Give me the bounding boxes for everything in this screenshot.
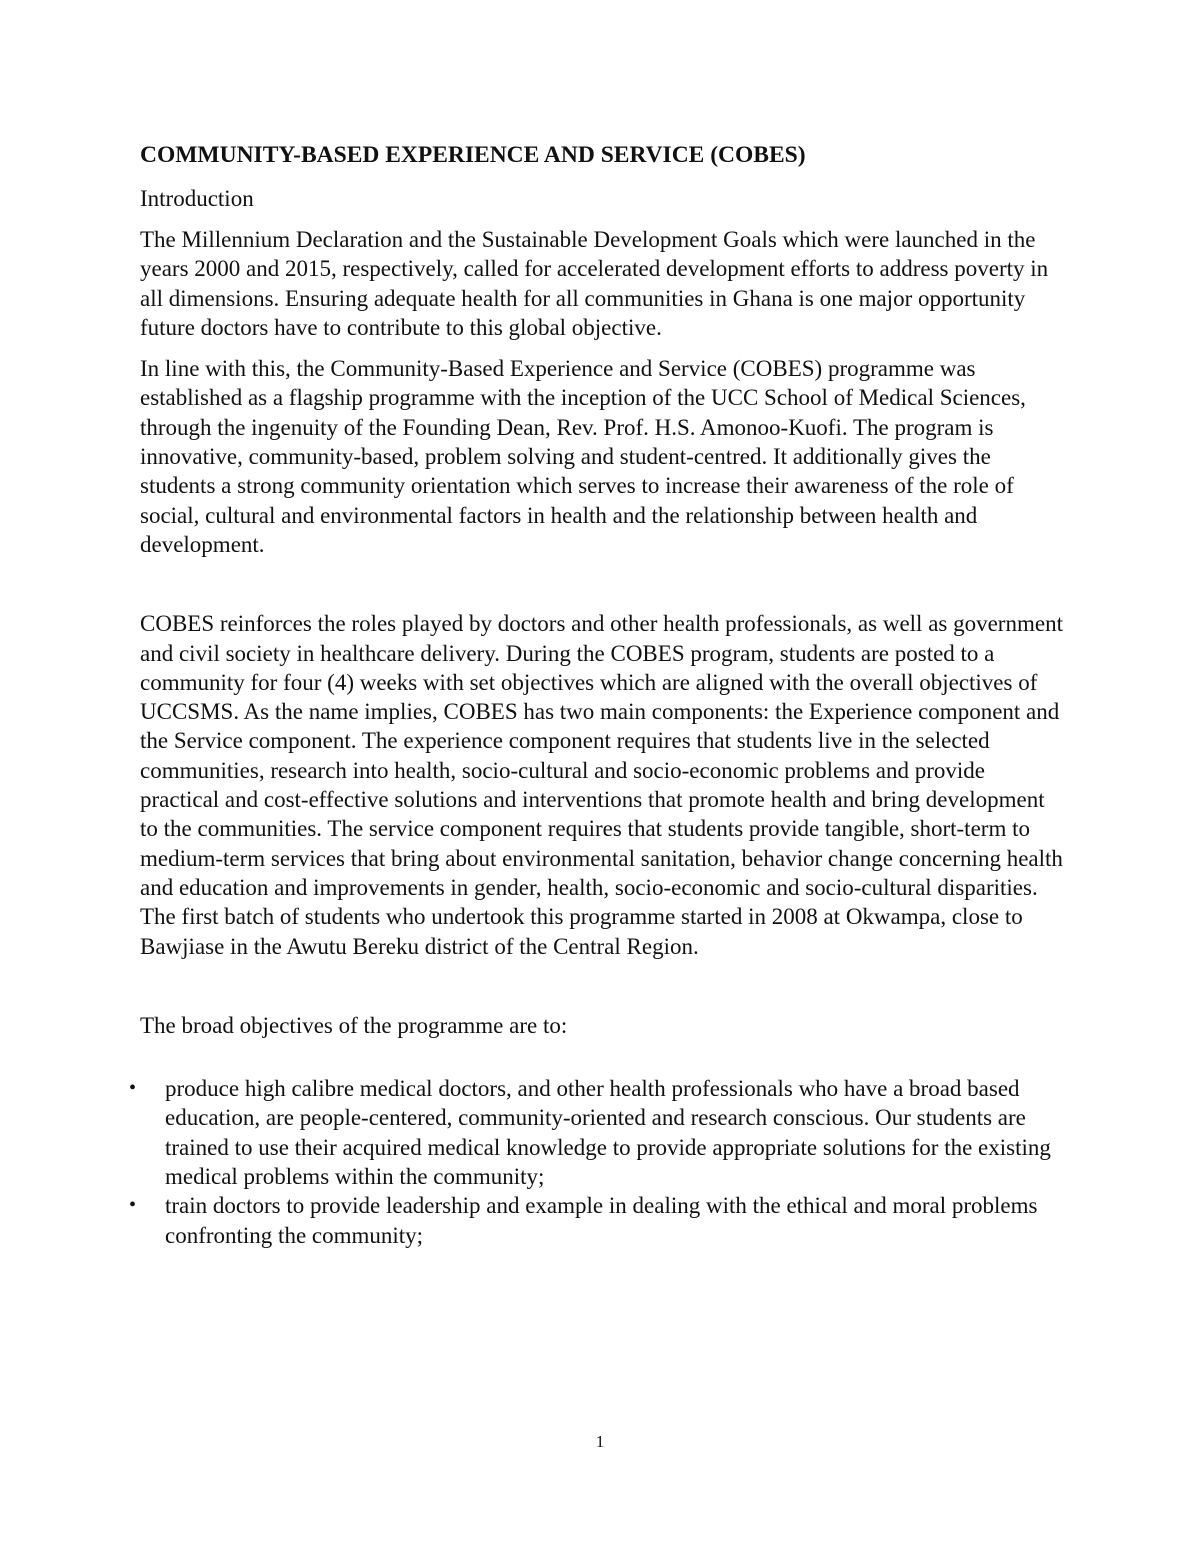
document-title: COMMUNITY-BASED EXPERIENCE AND SERVICE (COBES) [140, 142, 806, 168]
page-number: 1 [595, 1432, 605, 1451]
paragraph-millennium-declaration: The Millennium Declaration and the Sustainable Development Goals which were launched in the years 2000 and 2015, respectively, called for accelerated development efforts to address poverty in all dimensions. Ensuring adequate health for all communities in Ghana is one major opportunity future doctors have to contribute to this global objective. [140, 227, 1049, 340]
list-item-text: produce high calibre medical doctors, and other health professionals who have a broad based education, are people-centered, community-oriented and research conscious. Our students are trained to use their acquired medical knowledge to provide appropriate solutions for the existing medical problems within the community; [165, 1076, 1051, 1190]
section-heading-introduction: Introduction [140, 186, 254, 211]
paragraph-cobes-components: COBES reinforces the roles played by doctors and other health professionals, as well as government and civil society in healthcare delivery. During the COBES program, students are posted to a community for four (4) weeks with set objectives which are aligned with the overall objectives of UCCSMS. As the name implies, COBES has two main components: the Experience component and the Service component. The experience component requires that students live in the selected communities, research into health, socio-cultural and socio-economic problems and provide practical and cost-effective solutions and interventions that promote health and bring development to the communities. The service component requires that students provide tangible, short-term to medium-term services that bring about environmental sanitation, behavior change concerning health and education and improvements in gender, health, socio-economic and socio-cultural disparities. The first batch of students who undertook this programme started in 2008 at Okwampa, close to Bawjiase in the Awutu Bereku district of the Central Region. [140, 611, 1063, 959]
document-page [129, 138, 1065, 1250]
bullet-icon: • [129, 1077, 137, 1100]
objectives-intro: The broad objectives of the programme are to: [140, 1012, 568, 1038]
objectives-list [129, 1074, 1065, 1250]
list-item [129, 1191, 1065, 1250]
list-item-text: train doctors to provide leadership and example in dealing with the ethical and moral problems confronting the community; [165, 1193, 1038, 1248]
list-item [129, 1074, 1065, 1191]
bullet-icon: • [129, 1194, 137, 1217]
paragraph-cobes-establishment: In line with this, the Community-Based Experience and Service (COBES) programme was established as a flagship programme with the inception of the UCC School of Medical Sciences, through the ingenuity of the Founding Dean, Rev. Prof. H.S. Amonoo-Kuofi. The program is innovative, community-based, problem solving and student-centred. It additionally gives the students a strong community orientation which serves to increase their awareness of the role of social, cultural and environmental factors in health and the relationship between health and development. [140, 356, 1026, 557]
